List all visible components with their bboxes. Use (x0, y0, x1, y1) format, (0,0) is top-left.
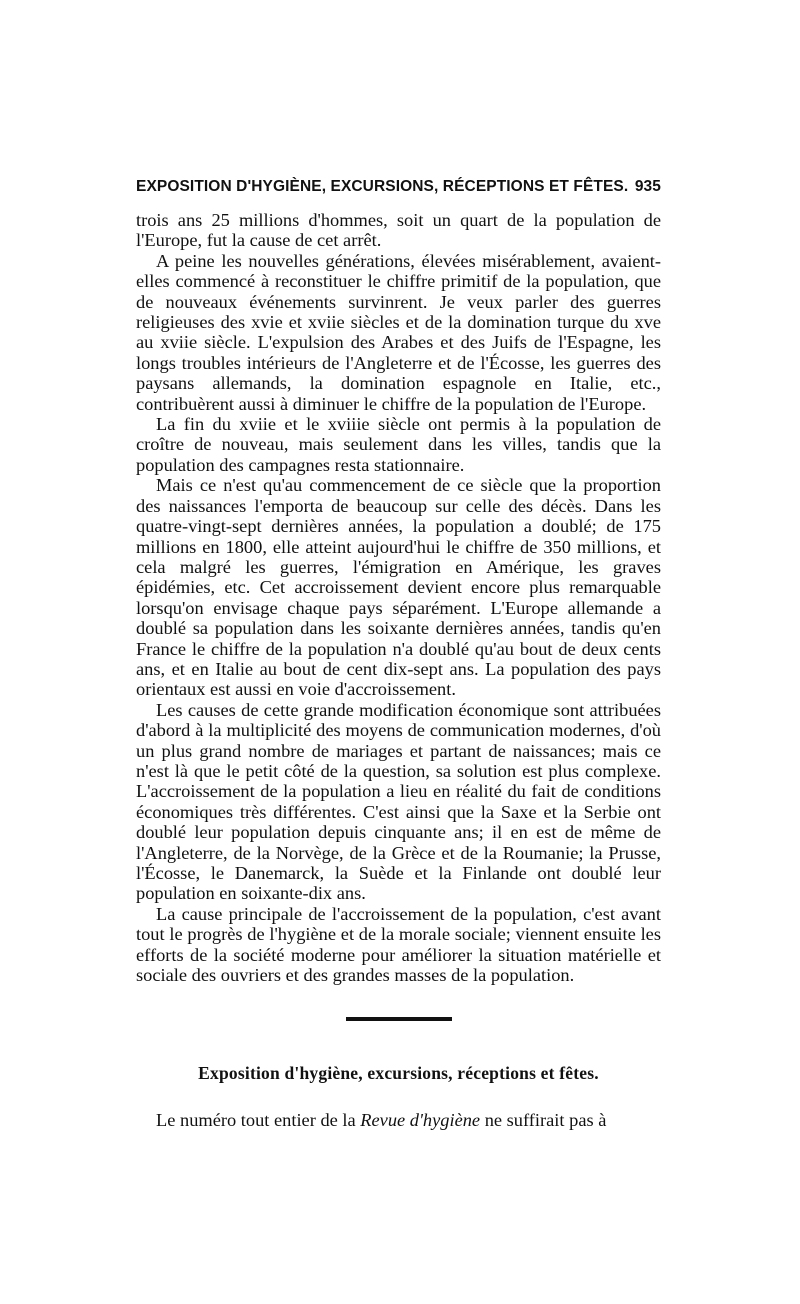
section-text-end: ne suffirait pas à (480, 1110, 607, 1131)
running-head (136, 178, 661, 196)
paragraph-4: Mais ce n'est qu'au commencement de ce siècle que la proportion des naissances l'emporta de beaucoup sur celle des décès. Dans les quatre-vingt-sept dernières années, la population a doublé; de 175 millions en 1800, elle atteint aujourd'hui le chiffre de 350 millions, et cela malgré les guerres, l'émigration en Amérique, les graves épidémies, etc. Cet accroissement devient encore plus remarquable lorsqu'on envisage chaque pays séparément. L'Europe allemande a doublé sa population dans les soixante dernières années, tandis qu'en France le chiffre de la population n'a doublé qu'au bout de deux cents ans, et en Italie au bout de cent dix-sept ans. La population des pays orientaux est aussi en voie d'accroissement. (136, 475, 661, 700)
journal-title: Revue d'hygiène (360, 1110, 481, 1131)
paragraph-2: A peine les nouvelles générations, élevées misérablement, avaient-elles commencé à reconstituer le chiffre primitif de la population, que de nouveaux événements survinrent. Je veux parler des guerres religieuses des xvie et xviie siècles et de la domination turque du xve au xviie siècle. L'expulsion des Arabes et des Juifs de l'Espagne, les longs troubles intérieurs de l'Angleterre et de l'Écosse, les guerres des paysans allemands, la domination espagnole en Italie, etc., contribuèrent aussi à diminuer le chiffre de la population de l'Europe. (136, 250, 661, 414)
page-number: 935 (634, 178, 661, 195)
paragraph-6: La cause principale de l'accroissement de la population, c'est avant tout le progrès de l'hygiène et de la morale sociale; viennent ensuite les efforts de la société moderne pour améliorer la situation matérielle et sociale des ouvriers et des grandes masses de la population. (136, 903, 661, 986)
running-head-title: EXPOSITION D'HYGIÈNE, EXCURSIONS, RÉCEPTIONS ET FÊTES. (136, 178, 629, 195)
section-text-start: Le numéro tout entier de la (156, 1110, 361, 1131)
body-text (136, 210, 661, 985)
paragraph-5: Les causes de cette grande modification économique sont attribuées d'abord à la multiplicité des moyens de communication modernes, d'où un plus grand nombre de mariages et partant de naissances; mais ce n'est là que le petit côté de la question, sa solution est plus complexe. L'accroissement de la population a lieu en réalité du fait de conditions économiques très différentes. C'est ainsi que la Saxe et la Serbie ont doublé leur population depuis cinquante ans; il en est de même de l'Angleterre, de la Norvège, de la Grèce et de la Roumanie; la Prusse, l'Écosse, le Danemarck, la Suède et la Finlande ont doublé leur population en soixante-dix ans. (136, 699, 661, 904)
section-heading: Exposition d'hygiène, excursions, réceptions et fêtes. (198, 1063, 599, 1084)
page (136, 178, 661, 1131)
section-paragraph (136, 1110, 661, 1130)
section-divider (346, 1017, 452, 1021)
paragraph-3: La fin du xviie et le xviiie siècle ont permis à la population de croître de nouveau, mais seulement dans les villes, tandis que la population des campagnes resta stationnaire. (136, 414, 661, 475)
paragraph-1: trois ans 25 millions d'hommes, soit un quart de la population de l'Europe, fut la cause de cet arrêt. (136, 210, 661, 251)
